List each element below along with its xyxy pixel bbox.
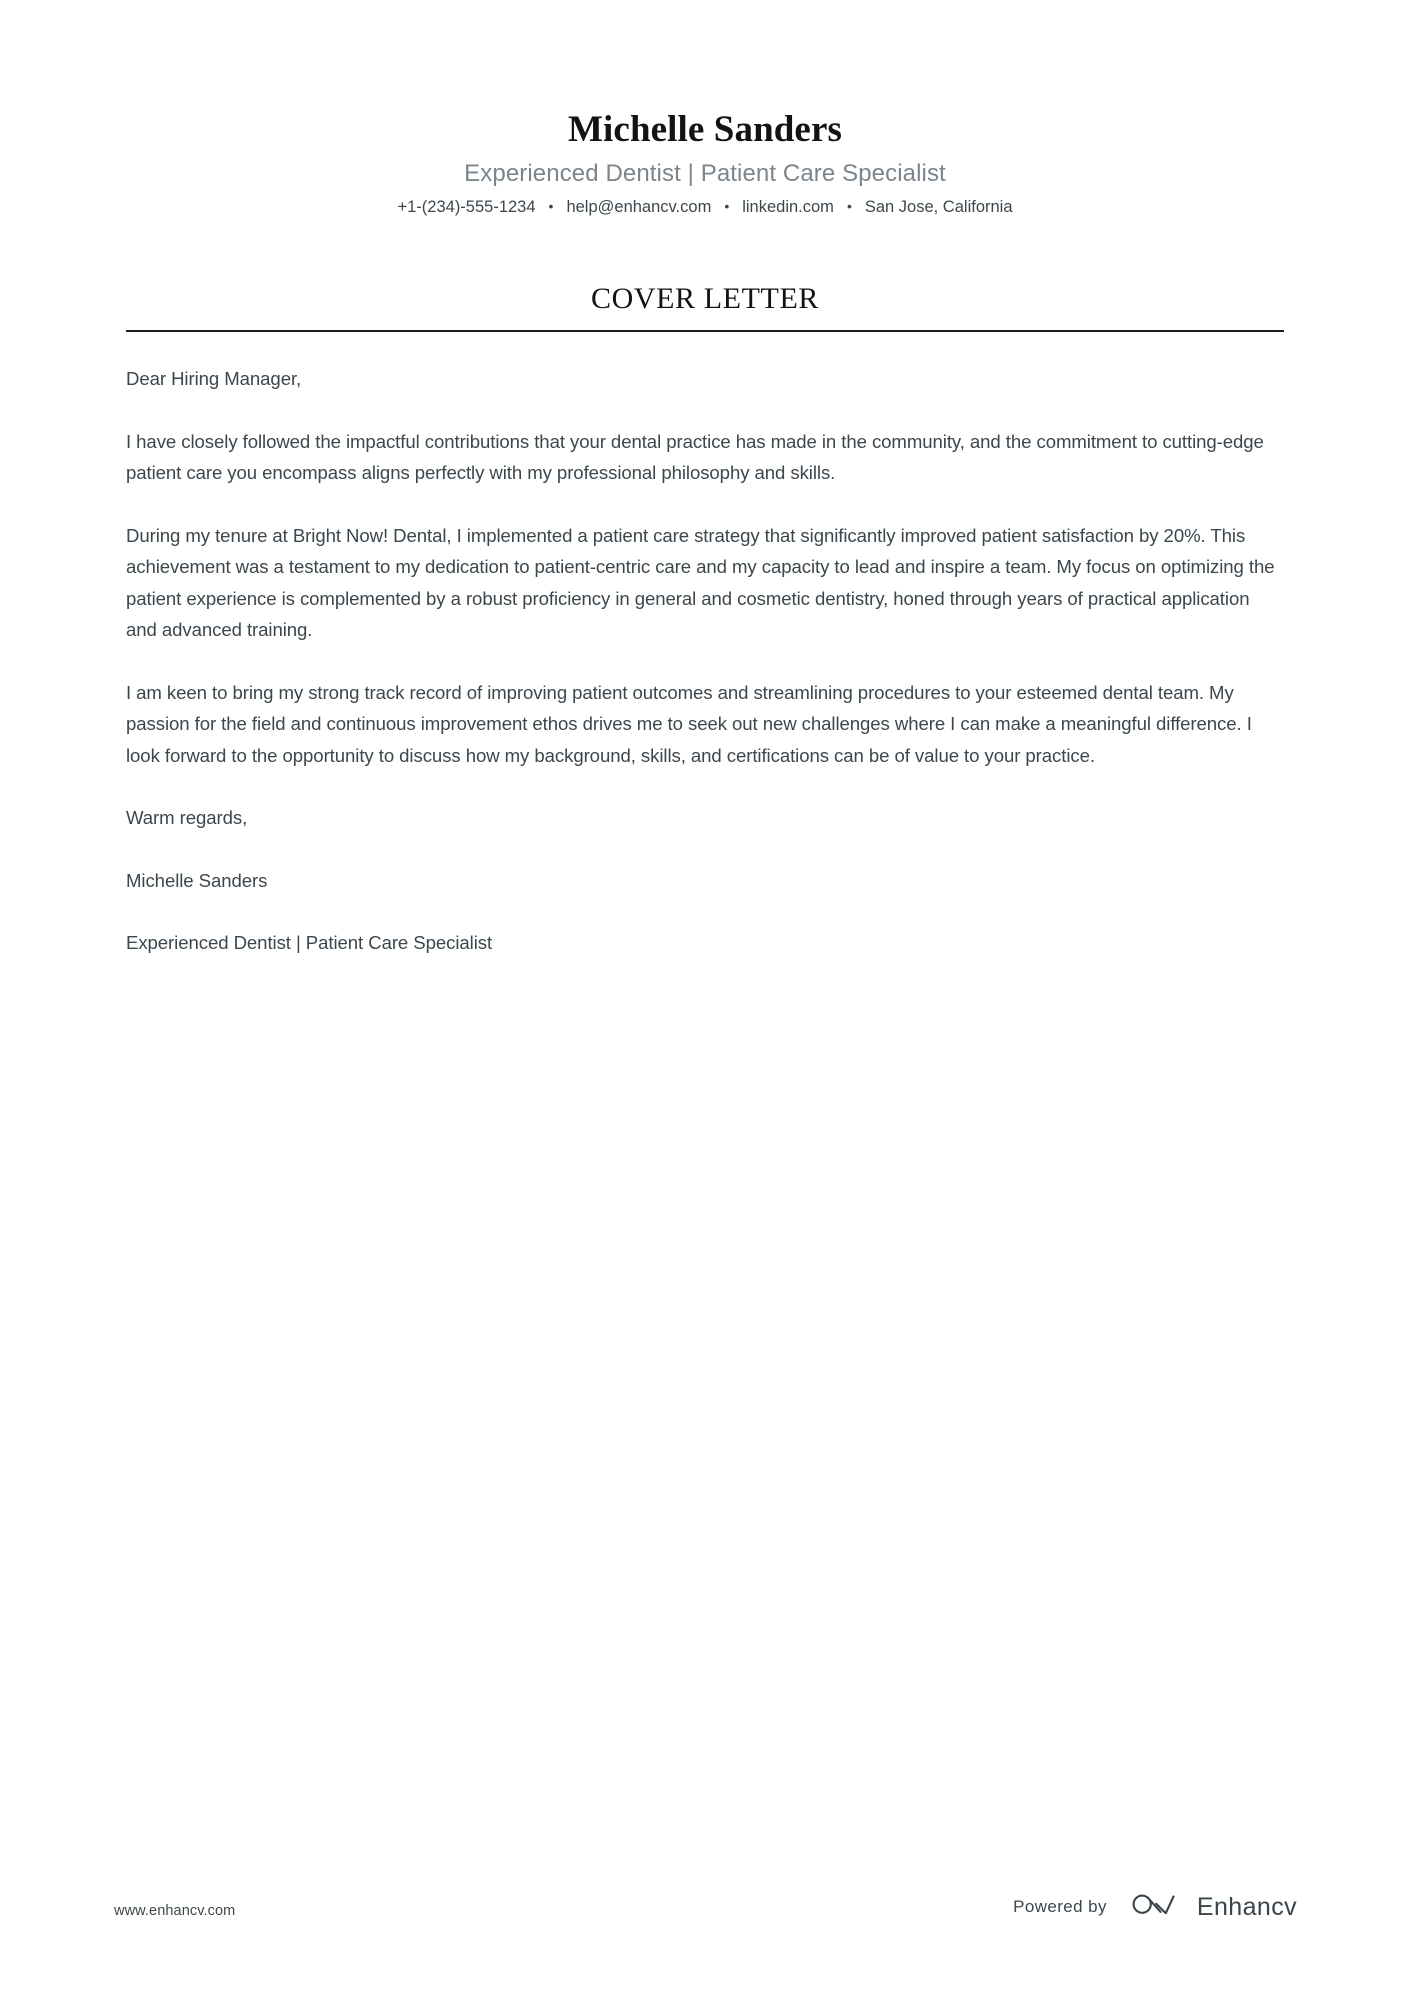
contact-linkedin[interactable]: linkedin.com	[742, 198, 834, 216]
footer-brand-area	[1013, 1888, 1297, 1925]
candidate-name: Michelle Sanders	[568, 109, 842, 150]
enhancv-brand-lockup[interactable]	[1129, 1888, 1297, 1925]
enhancv-logo-icon	[1129, 1888, 1185, 1925]
powered-by-label: Powered by	[1013, 1896, 1107, 1916]
letter-signature-name: Michelle Sanders	[126, 869, 268, 891]
contact-separator-icon: •	[724, 198, 730, 214]
letter-salutation: Dear Hiring Manager,	[126, 368, 302, 389]
letter-paragraph-1: I have closely followed the impactful contributions that your dental practice has made in the community, and the commitment to cutting-edge patient care you encompass aligns perfectly with my professional philosophy and skills.	[126, 430, 1264, 483]
enhancv-brand-name: Enhancv	[1196, 1892, 1297, 1921]
cover-letter-section-header	[126, 219, 1284, 332]
footer-website-link[interactable]: www.enhancv.com	[114, 1903, 236, 1919]
letter-body	[126, 332, 1284, 959]
contact-phone: +1-(234)-555-1234	[397, 198, 536, 216]
page-footer	[0, 1875, 1410, 1995]
section-title: COVER LETTER	[590, 282, 819, 315]
contact-email[interactable]: help@enhancv.com	[566, 198, 712, 216]
contact-line	[0, 195, 1410, 219]
letter-paragraph-3: I am keen to bring my strong track record of improving patient outcomes and streamlining procedures to your esteemed dental team. My passion for the field and continuous improvement ethos drives me to seek out new challenges where I can make a meaningful difference. I look forward to the opportunity to discuss how my background, skills, and certifications can be of value to your practice.	[126, 681, 1252, 766]
letter-paragraph-2: During my tenure at Bright Now! Dental, I implemented a patient care strategy that significantly improved patient satisfaction by 20%. This achievement was a testament to my dedication to patient-centric care and my capacity to lead and inspire a team. My focus on optimizing the patient experience is complemented by a robust proficiency in general and cosmetic dentistry, honed through years of practical application and advanced training.	[126, 524, 1275, 640]
contact-separator-icon: •	[548, 198, 554, 214]
letter-closing: Warm regards,	[126, 807, 248, 828]
letter-header	[0, 0, 1410, 219]
candidate-title: Experienced Dentist | Patient Care Specialist	[464, 160, 946, 187]
letter-signature-title: Experienced Dentist | Patient Care Specialist	[126, 932, 493, 953]
contact-location: San Jose, California	[864, 198, 1013, 216]
contact-separator-icon: •	[846, 198, 852, 214]
